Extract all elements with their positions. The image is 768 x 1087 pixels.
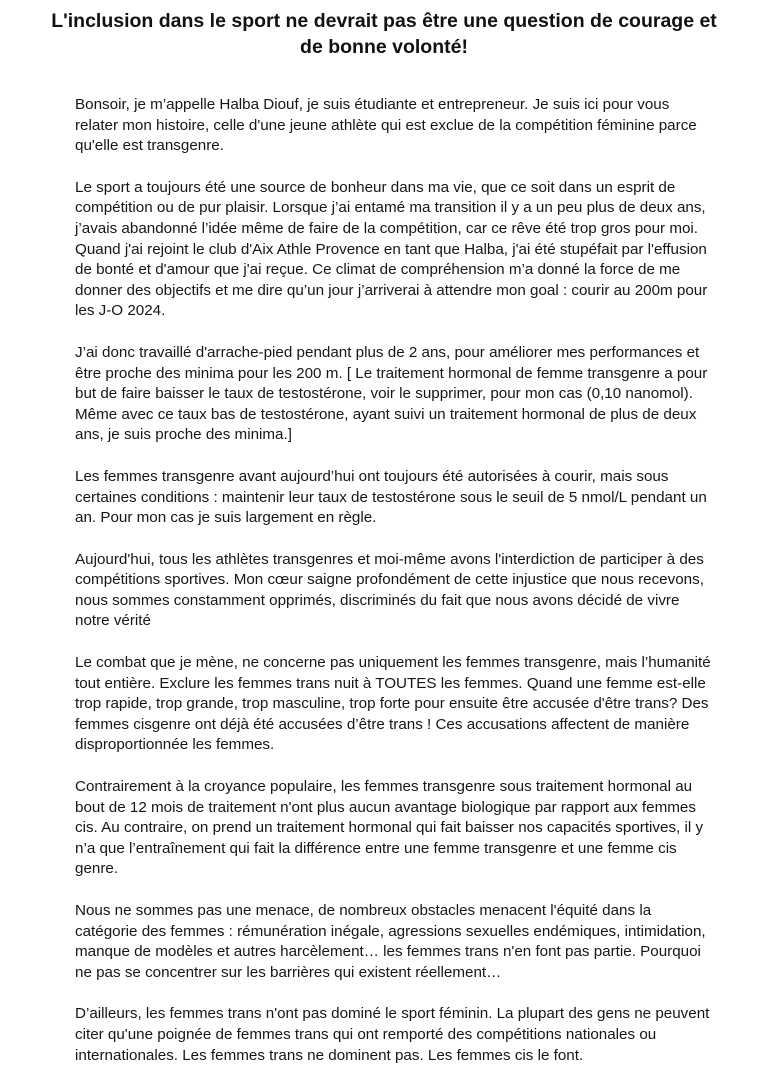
paragraph-travail: J’ai donc travaillé d'arrache-pied pendant plus de 2 ans, pour améliorer mes performances et être proche des minima pour les 200 m. [ Le traitement hormonal de femme transgenre a pour but de faire baisser le taux de testostérone, voir le supprimer, pour mon cas (0,10 nanomol). Même avec ce taux bas de testostérone, ayant suivi un traitement hormonal de plus de deux ans, je suis proche des minima.] [75, 343, 708, 444]
paragraph-conclusion: D’ailleurs, les femmes trans n'ont pas dominé le sport féminin. La plupart des gens ne peuvent citer qu'une poignée de femmes trans qui ont remporté des compétitions nationales ou internationales. Les femmes trans ne dominent pas. Les femmes cis le font. [75, 1005, 710, 1064]
paragraph-combat: Le combat que je mène, ne concerne pas uniquement les femmes transgenre, mais l’humanité tout entière. Exclure les femmes trans nuit à TOUTES les femmes. Quand une femme est-elle trop rapide, trop grande, trop masculine, trop forte pour ensuite être accusée d'être trans? Des femmes cisgenre ont déjà été accusées d’être trans ! Ces accusations affectent de manière disproportionnée les femmes. [75, 654, 711, 754]
document-body [75, 95, 715, 1087]
paragraph-introduction: Bonsoir, je m’appelle Halba Diouf, je suis étudiante et entrepreneur. Je suis ici pour vous relater mon histoire, celle d'une jeune athlète qui est exclue de la compétition féminine parce qu'elle est transgenre. [75, 96, 697, 155]
paragraph-sport-bonheur: Le sport a toujours été une source de bonheur dans ma vie, que ce soit dans un esprit de compétition ou de pur plaisir. Lorsque j’ai entamé ma transition il y a un peu plus de deux ans, j’avais abandonné l’idée même de faire de la compétition, car ce rêve été trop gros pour moi. Quand j'ai rejoint le club d'Aix Athle Provence en tant que Halba, j'ai été stupéfait par l'effusion de bonté et d'amour que j'ai reçue. Ce climat de compréhension m’a donné la force de me donner des objectifs et me dire qu’un jour j’arriverai à attendre mon goal : courir au 200m pour les J-O 2024. [75, 178, 708, 320]
paragraph-conditions: Les femmes transgenre avant aujourd’hui ont toujours été autorisées à courir, mais sous certaines conditions : maintenir leur taux de testostérone sous le seuil de 5 nmol/L pendant un an. Pour mon cas je suis largement en règle. [75, 467, 707, 527]
document-title: L'inclusion dans le sport ne devrait pas être une question de courage et de bonne volonté! [51, 10, 717, 58]
paragraph-interdiction: Aujourd'hui, tous les athlètes transgenres et moi-même avons l'interdiction de participer à des compétitions sportives. Mon cœur saigne profondément de cette injustice que nous recevons, nous sommes constamment opprimés, discriminés du fait que nous avons décidé de vivre notre vérité [75, 550, 704, 630]
paragraph-croyance: Contrairement à la croyance populaire, les femmes transgenre sous traitement hormonal au bout de 12 mois de traitement n'ont plus aucun avantage biologique par rapport aux femmes cis. Au contraire, on prend un traitement hormonal qui fait baisser nos capacités sportives, il y n’a que l’entraînement qui fait la différence entre une femme transgenre et une femme cis genre. [75, 778, 704, 878]
paragraph-menace: Nous ne sommes pas une menace, de nombreux obstacles menacent l'équité dans la catégorie des femmes : rémunération inégale, agressions sexuelles endémiques, intimidation, manque de modèles et autres harcèlement… les femmes trans n'en font pas partie. Pourquoi ne pas se concentrer sur les barrières qui existent réellement… [75, 902, 706, 981]
